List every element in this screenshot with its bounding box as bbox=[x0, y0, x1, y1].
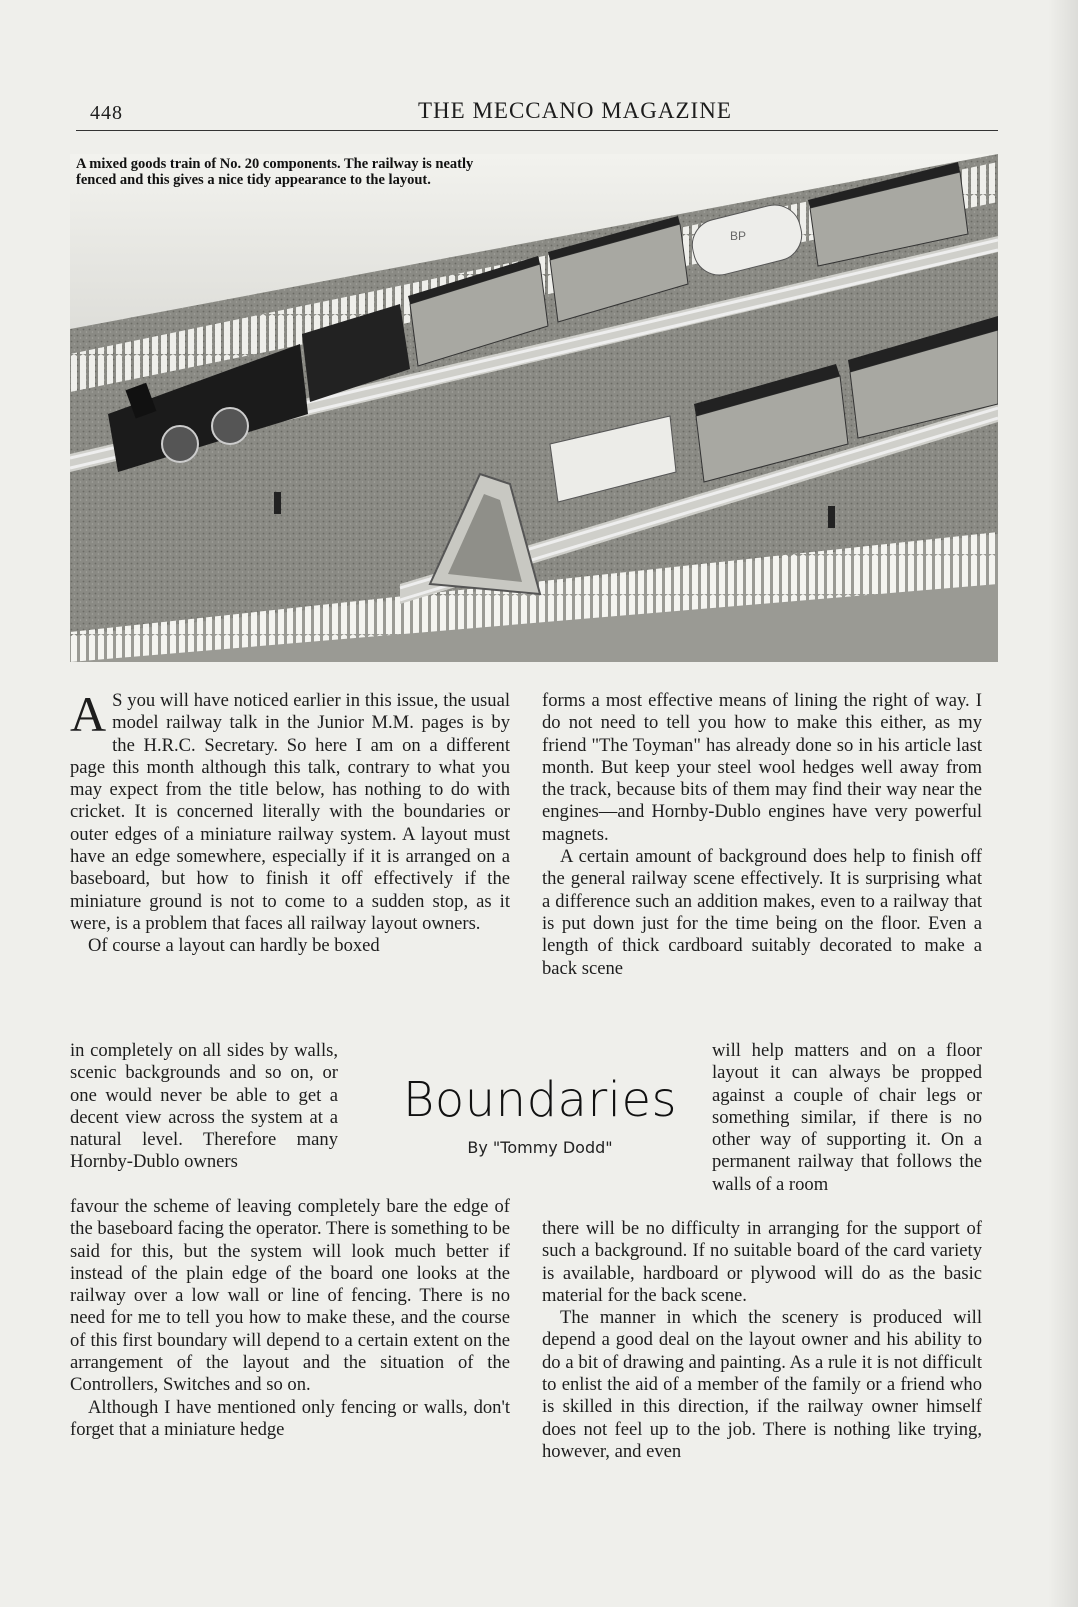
paragraph: in completely on all sides by walls, scenic backgrounds and so on, or one would never be able to get a decent view across the system at a natural level. Therefore many Hornby-Dublo owners bbox=[70, 1040, 338, 1173]
column-right-bottom bbox=[542, 1218, 982, 1463]
svg-text:BP: BP bbox=[730, 229, 747, 243]
article-title: Boundaries bbox=[402, 1072, 678, 1128]
figure-left bbox=[274, 492, 281, 514]
column-left-bottom bbox=[70, 1196, 510, 1441]
paragraph: will help matters and on a floor layout it can always be propped against a couple of chair legs or something similar, if there is no other way of supporting it. On a permanent railway that follows the walls of a room bbox=[712, 1040, 982, 1195]
page-header bbox=[88, 98, 998, 128]
train-layout-photo bbox=[70, 154, 998, 662]
paragraph: favour the scheme of leaving completely bare the edge of the baseboard facing the operator. There is something to be said for this, but the system will look much better if instead of the plain edge of the board one looks at the railway over a low wall or line of fencing. There is no need for me to tell you how to make these, and the course of this first boundary will depend to a certain extent on the arrangement of the layout and the situation of the Controllers, Switches and so on. bbox=[70, 1196, 510, 1396]
figure-right bbox=[828, 506, 835, 528]
page-number: 448 bbox=[90, 102, 123, 124]
paragraph: A S you will have noticed earlier in this issue, the usual model railway talk in the Junior M.M. pages is by the H.R.C. Secretary. So here I am on a different page this month although this talk, contrary to what you may expect from the title below, has nothing to do with cricket. It is concerned literally with the boundaries or outer edges of a miniature railway system. A layout must have an edge somewhere, especially if it is arranged on a baseboard, but how to finish it off effectively if the miniature ground is not to come to a sudden stop, as it were, is a problem that faces all railway layout owners. bbox=[70, 686, 510, 934]
paragraph: Although I have mentioned only fencing or walls, don't forget that a miniature hedge bbox=[70, 1396, 510, 1440]
header-rule bbox=[76, 130, 998, 131]
train-photo-illustration bbox=[70, 154, 998, 662]
paragraph: there will be no difficulty in arranging for the support of such a background. If no suitable board of the card variety is available, hardboard or plywood will do as the basic material for the back scene. bbox=[542, 1218, 982, 1306]
column-left-narrow bbox=[70, 1040, 338, 1174]
photo-caption: A mixed goods train of No. 20 components. The railway is neatly fenced and this gives a nice tidy appearance to the layout. bbox=[76, 156, 474, 188]
column-right-narrow bbox=[712, 1040, 982, 1196]
paragraph: forms a most effective means of lining the right of way. I do not need to tell you how to make this either, as my friend "The Toyman" has already done so in his article last month. But keep your steel wool hedges well away from the track, because bits of them may find their way near the engines—and Hornby-Dublo engines have very powerful magnets. bbox=[542, 690, 982, 845]
article-byline: By "Tommy Dodd" bbox=[467, 1138, 613, 1157]
magazine-title: THE MECCANO MAGAZINE bbox=[418, 98, 732, 123]
paragraph: Of course a layout can hardly be boxed bbox=[88, 935, 380, 957]
column-left-top bbox=[70, 686, 510, 958]
drop-cap: A bbox=[70, 686, 107, 742]
column-right-top bbox=[542, 690, 982, 980]
article-title-block bbox=[340, 1072, 740, 1157]
paragraph: A certain amount of background does help to finish off the general railway scene effectively. It is surprising what a difference such an addition makes, even to a railway that is put down just for the time being on the floor. Even a length of thick cardboard suitably decorated to make a back scene bbox=[542, 846, 982, 979]
page-edge-shadow bbox=[1048, 0, 1078, 1607]
paragraph: The manner in which the scenery is produced will depend a good deal on the layout owner and his ability to do a bit of drawing and painting. As a rule it is not difficult to enlist the aid of a member of the family or a friend who is skilled in this direction, if the railway owner himself does not feel up to the job. There is nothing like trying, however, and even bbox=[542, 1307, 982, 1462]
